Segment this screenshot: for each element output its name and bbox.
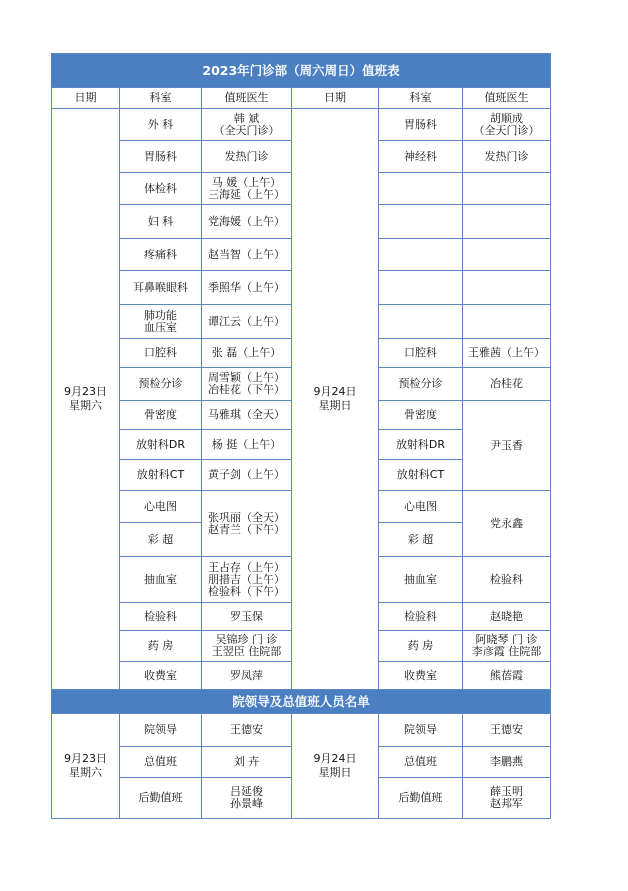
sat-leader-role-cell: 总值班 [120, 747, 202, 778]
duty-roster-table [51, 53, 551, 819]
sat-doctor-cell: 谭江云（上午） [202, 305, 292, 339]
sat-dept-cell: 体检科 [120, 173, 202, 205]
sun-dept-cell: 神经科 [379, 141, 463, 173]
sat-leader-name-cell: 吕延俊 孙景峰 [202, 778, 292, 819]
date-saturday: 9月23日 [64, 385, 107, 398]
sun-doctor-cell: 王雅茜（上午） [463, 339, 551, 368]
sat-echo-ultrasound-doctor-cell: 张巩丽（全天） 赵青兰（下午） [202, 491, 292, 557]
sun-doctor-cell: 赵晓艳 [463, 603, 551, 631]
sun-dept-cell: 放射科DR [379, 430, 463, 460]
sat-doctor-cell: 罗玉保 [202, 603, 292, 631]
sat-doctor-cell: 王占存（上午） 朋措吉（上午） 检验科（下午） [202, 557, 292, 603]
sat-dept-cell: 胃肠科 [120, 141, 202, 173]
sat-dept-cell: 放射科DR [120, 430, 202, 460]
leaders-title: 院领导及总值班人员名单 [52, 690, 551, 714]
sat-doctor-cell: 发热门诊 [202, 141, 292, 173]
sat-leader-name-cell: 刘 卉 [202, 747, 292, 778]
sun-leader-role-cell: 总值班 [379, 747, 463, 778]
sun-leader-role-cell: 院领导 [379, 714, 463, 747]
sat-dept-cell: 心电图 [120, 491, 202, 523]
sat-dept-cell: 彩 超 [120, 523, 202, 557]
sun-dept-cell: 心电图 [379, 491, 463, 523]
sat-dept-cell: 抽血室 [120, 557, 202, 603]
sat-leader-role-cell: 后勤值班 [120, 778, 202, 819]
sun-dept-cell [379, 205, 463, 239]
sun-leader-name-cell: 薛玉明 赵邦军 [463, 778, 551, 819]
sat-doctor-cell: 马雅琪（全天） [202, 401, 292, 430]
sat-doctor-cell: 周雪颖（上午） 冶桂花（下午） [202, 368, 292, 401]
sun-dept-cell: 骨密度 [379, 401, 463, 430]
leaders-weekday-saturday: 星期六 [69, 766, 102, 779]
sat-dept-cell: 药 房 [120, 631, 202, 662]
header-date-sat: 日期 [52, 88, 120, 109]
header-department-sun: 科室 [379, 88, 463, 109]
sun-dept-cell: 胃肠科 [379, 109, 463, 141]
sat-dept-cell: 骨密度 [120, 401, 202, 430]
sun-doctor-cell: 熊蓓霞 [463, 662, 551, 690]
sun-dept-cell [379, 305, 463, 339]
sun-dept-cell: 收费室 [379, 662, 463, 690]
sat-dept-cell: 检验科 [120, 603, 202, 631]
sat-dept-cell: 外 科 [120, 109, 202, 141]
sun-doctor-cell: 阿晓琴 门 诊 李彦霞 住院部 [463, 631, 551, 662]
sat-doctor-cell: 马 媛（上午） 三海延（上午） [202, 173, 292, 205]
sat-dept-cell: 肺功能 血压室 [120, 305, 202, 339]
sat-dept-cell: 疼痛科 [120, 239, 202, 271]
sun-doctor-cell [463, 305, 551, 339]
sun-leader-name-cell: 李鹏燕 [463, 747, 551, 778]
sat-leader-name-cell: 王德安 [202, 714, 292, 747]
sun-dept-cell: 放射科CT [379, 460, 463, 491]
leaders-date-cell-saturday [52, 714, 120, 819]
sat-doctor-cell: 党海媛（上午） [202, 205, 292, 239]
sun-leader-role-cell: 后勤值班 [379, 778, 463, 819]
sun-dept-cell: 预检分诊 [379, 368, 463, 401]
weekday-sunday: 星期日 [318, 399, 352, 412]
roster-title: 2023年门诊部（周六周日）值班表 [52, 54, 551, 88]
sun-dept-cell [379, 173, 463, 205]
sun-leader-name-cell: 王德安 [463, 714, 551, 747]
sun-dept-cell [379, 271, 463, 305]
sun-doctor-cell: 检验科 [463, 557, 551, 603]
sat-dept-cell: 妇 科 [120, 205, 202, 239]
sun-doctor-cell [463, 271, 551, 305]
leaders-date-cell-sunday [292, 714, 379, 819]
sat-doctor-cell: 杨 挺（上午） [202, 430, 292, 460]
sat-leader-role-cell: 院领导 [120, 714, 202, 747]
leaders-weekday-sunday: 星期日 [318, 766, 352, 779]
header-date-sun: 日期 [292, 88, 379, 109]
date-cell-saturday [52, 109, 120, 690]
sat-doctor-cell: 赵当智（上午） [202, 239, 292, 271]
sun-doctor-cell: 胡顺成 （全天门诊） [463, 109, 551, 141]
sun-radiology-doctor-cell: 尹玉香 [463, 401, 551, 491]
sun-dept-cell: 药 房 [379, 631, 463, 662]
sat-doctor-cell: 吴锦珍 门 诊 王翌臣 住院部 [202, 631, 292, 662]
sat-dept-cell: 放射科CT [120, 460, 202, 491]
sat-dept-cell: 收费室 [120, 662, 202, 690]
sat-doctor-cell: 韩 斌 （全天门诊） [202, 109, 292, 141]
sun-echo-ultrasound-doctor-cell: 党永鑫 [463, 491, 551, 557]
sun-doctor-cell [463, 205, 551, 239]
leaders-date-saturday: 9月23日 [64, 752, 107, 765]
sun-dept-cell [379, 239, 463, 271]
sun-dept-cell: 彩 超 [379, 523, 463, 557]
sun-doctor-cell [463, 239, 551, 271]
sun-doctor-cell: 发热门诊 [463, 141, 551, 173]
header-doctor-sun: 值班医生 [463, 88, 551, 109]
sat-dept-cell: 预检分诊 [120, 368, 202, 401]
sat-dept-cell: 口腔科 [120, 339, 202, 368]
sat-doctor-cell: 罗凤萍 [202, 662, 292, 690]
sat-doctor-cell: 张 磊（上午） [202, 339, 292, 368]
sat-doctor-cell: 季照华（上午） [202, 271, 292, 305]
header-department-sat: 科室 [120, 88, 202, 109]
weekday-saturday: 星期六 [69, 399, 102, 412]
sun-dept-cell: 抽血室 [379, 557, 463, 603]
sun-dept-cell: 口腔科 [379, 339, 463, 368]
header-doctor-sat: 值班医生 [202, 88, 292, 109]
sat-doctor-cell: 黄子剑（上午） [202, 460, 292, 491]
sat-dept-cell: 耳鼻喉眼科 [120, 271, 202, 305]
sun-dept-cell: 检验科 [379, 603, 463, 631]
date-cell-sunday [292, 109, 379, 690]
date-sunday: 9月24日 [313, 385, 357, 398]
leaders-date-sunday: 9月24日 [313, 752, 357, 765]
sun-doctor-cell: 冶桂花 [463, 368, 551, 401]
sun-doctor-cell [463, 173, 551, 205]
